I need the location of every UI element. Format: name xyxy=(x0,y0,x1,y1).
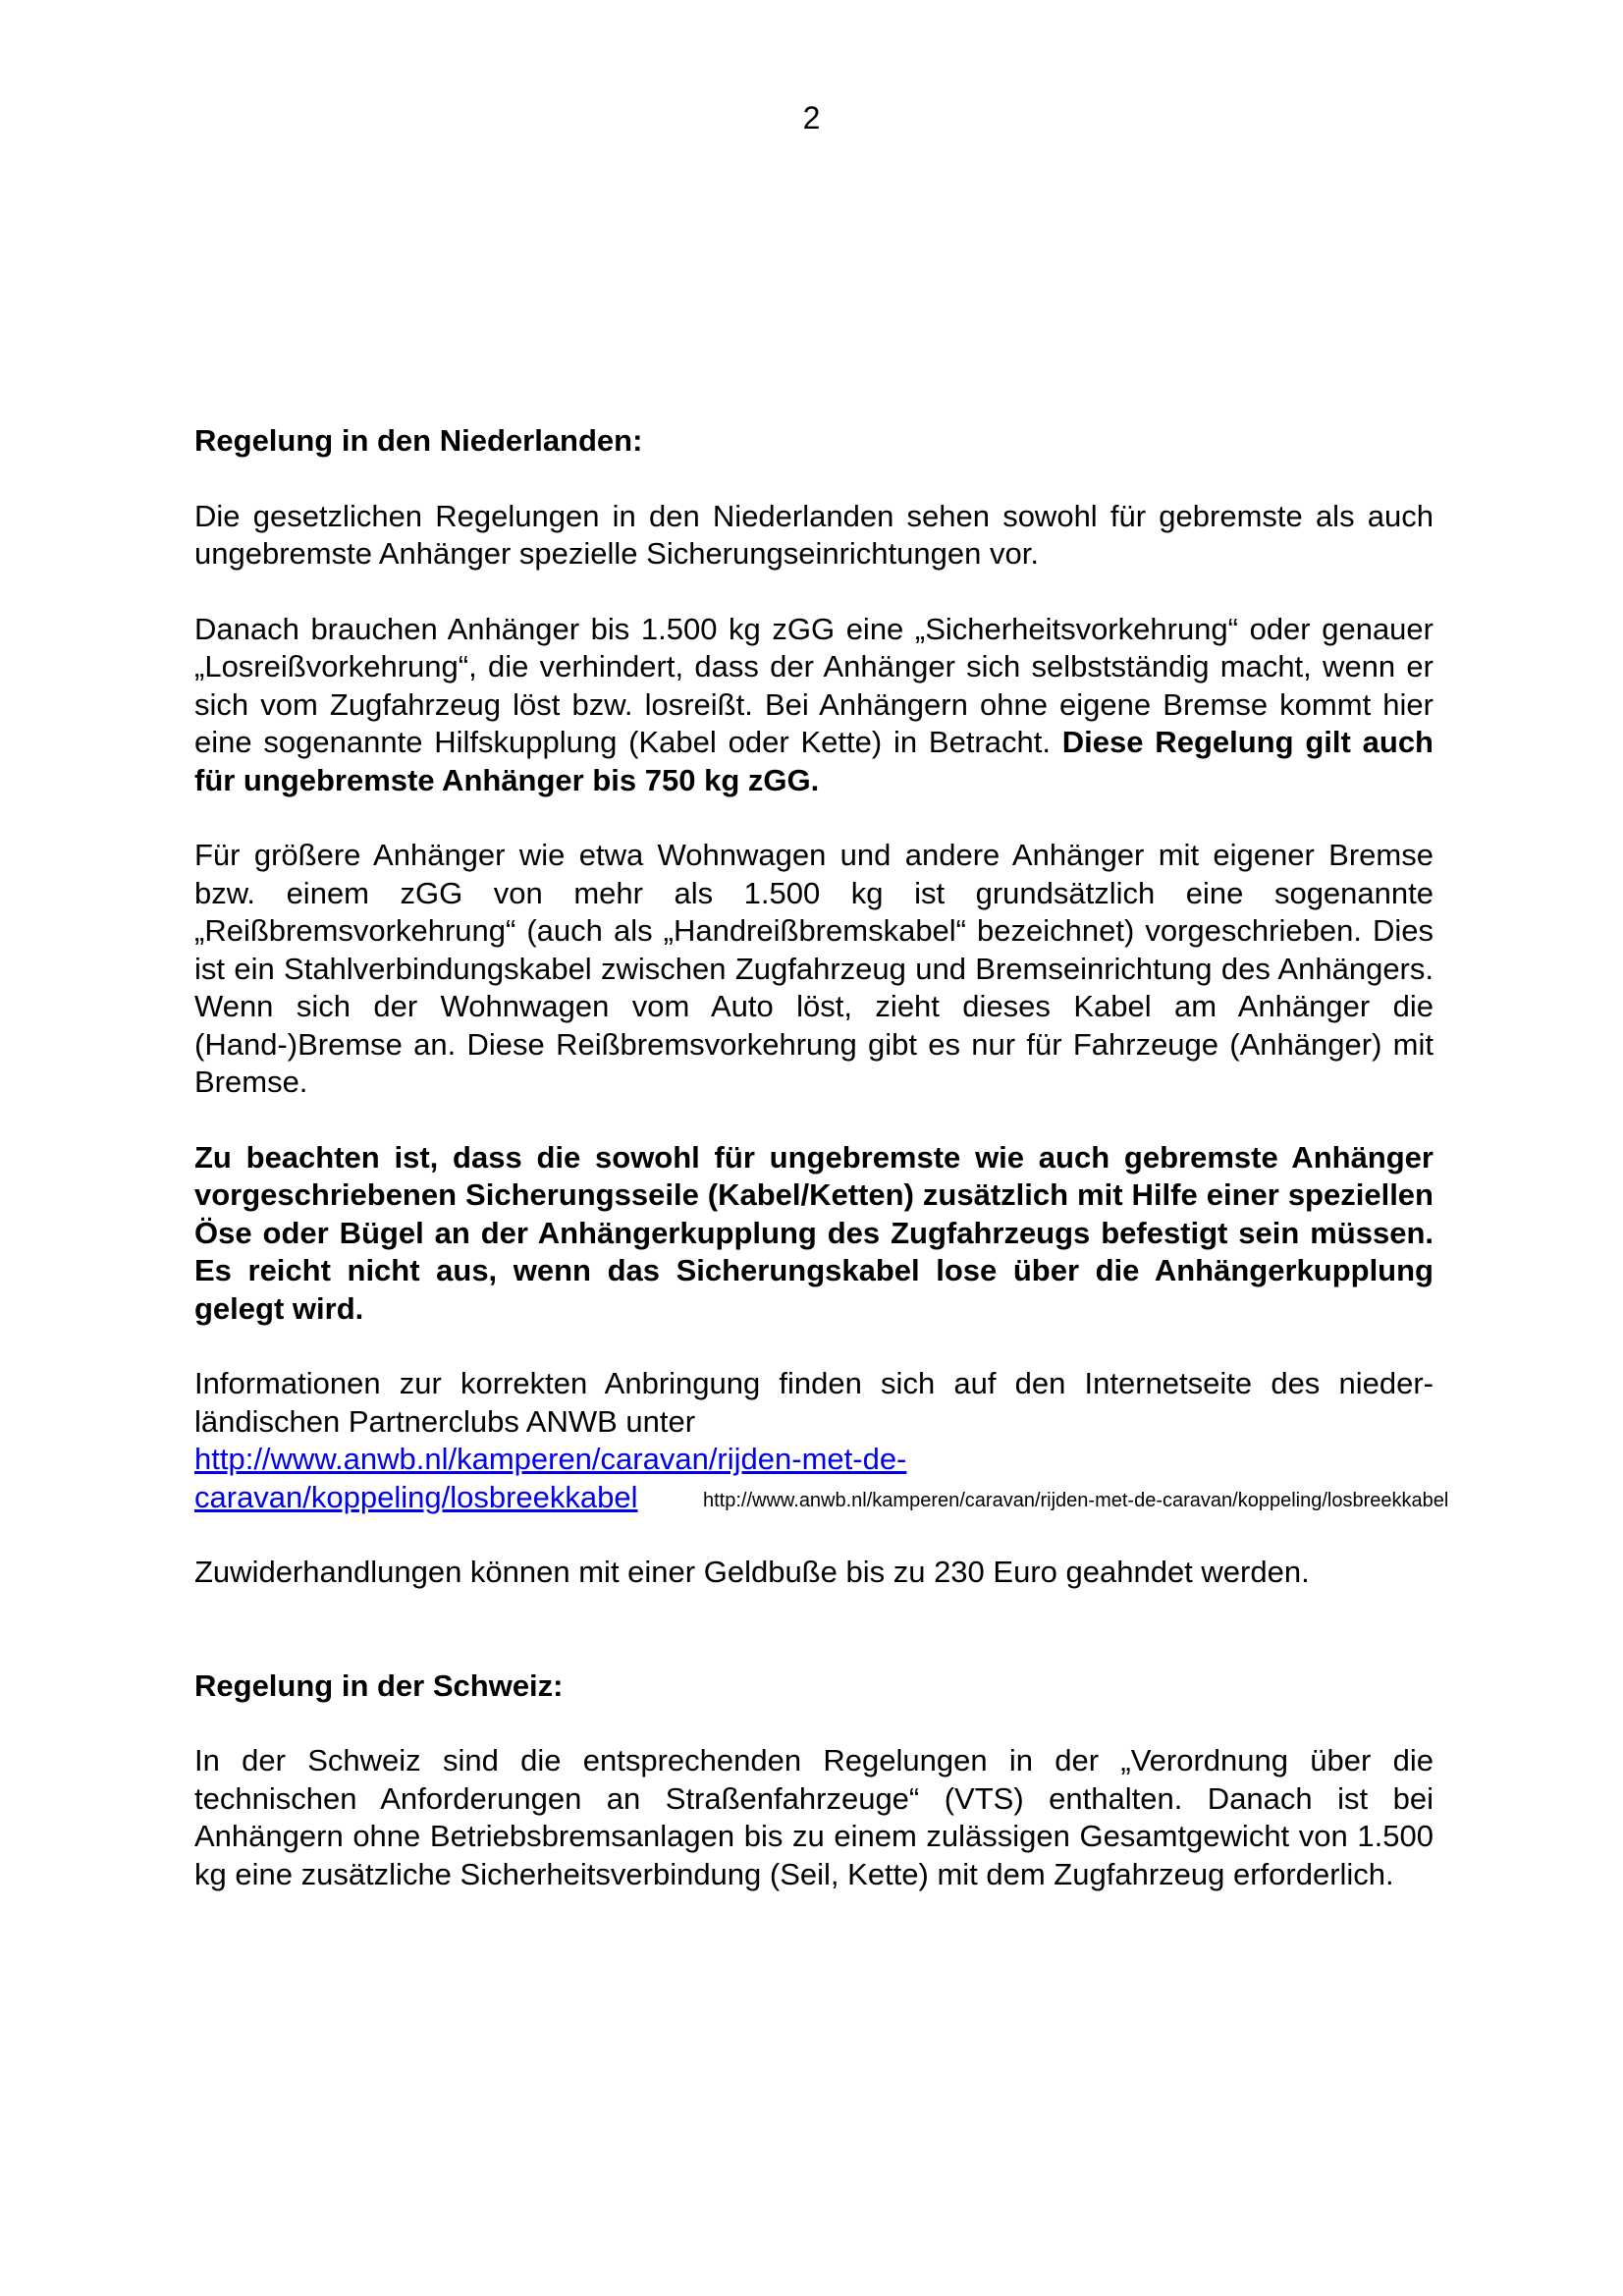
paragraph-nl-small-trailers xyxy=(194,611,1434,800)
section-heading-netherlands: Regelung in den Niederlanden: xyxy=(194,423,643,458)
anwb-link-line-1[interactable]: http://www.anwb.nl/kamperen/caravan/rijden-met-de- xyxy=(194,1442,907,1476)
anwb-link-block xyxy=(194,1441,1449,1516)
section-heading-switzerland: Regelung in der Schweiz: xyxy=(194,1667,564,1703)
paragraph-nl-small-trailers-text: Danach brauchen Anhänger bis 1.500 kg zGG eine „Sicherheitsvorkehrung“ oder genauer „Losreißvorkehrung“, die verhindert, dass der Anhänger sich selbstständig macht, wenn er sich vom Zugfahrzeug löst bzw. losreißt. Bei Anhängern ohne eigene Bremse kommt hier eine sogenannte Hilfskupplung (Kabel oder Kette) in Betracht. xyxy=(194,611,1434,759)
anwb-link-tooltip: http://www.anwb.nl/kamperen/caravan/rijden-met-de-caravan/koppeling/losbreekkabel xyxy=(703,1490,1449,1511)
paragraph-nl-attention: Zu beachten ist, dass die sowohl für ungebremste wie auch gebremste Anhänger vorgeschriebenen Sicherungsseile (Kabel/Ketten) zusätzlich mit Hilfe einer speziellen Öse oder Bügel an der Anhängerkupplung des Zugfahrzeugs befestigt sein müssen. Es reicht nicht aus, wenn das Sicherungskabel lose über die Anhängerkupplung gelegt wird. xyxy=(194,1139,1434,1326)
paragraph-nl-large-trailers: Für größere Anhänger wie etwa Wohnwagen und andere Anhänger mit eigener Bremse bzw. einem zGG von mehr als 1.500 kg ist grundsätzlich eine sogenannte „Reißbremsvorkehrung“ (auch als „Handreißbremskabel“ bezeichnet) vorgeschrieben. Dies ist ein Stahlverbindungskabel zwischen Zugfahrzeug und Bremseinrichtung des Anhängers. Wenn sich der Wohnwagen vom Auto löst, zieht dieses Kabel am Anhänger die (Hand-)Bremse an. Diese Reißbremsvorkehrung gibt es nur für Fahrzeuge (Anhänger) mit Bremse. xyxy=(194,838,1434,1099)
paragraph-nl-info: Informationen zur korrekten Anbringung finden sich auf den Internetseite des niederländischen Partnerclubs ANWB unter xyxy=(194,1366,1434,1439)
anwb-link-line-2[interactable]: caravan/koppeling/losbreekkabel xyxy=(194,1479,638,1514)
paragraph-nl-intro: Die gesetzlichen Regelungen in den Niederlanden sehen sowohl für gebremste als auch ungebremste Anhänger spezielle Sicherungseinrichtungen vor. xyxy=(194,498,1434,571)
paragraph-ch-intro: In der Schweiz sind die entsprechenden Regelungen in der „Verordnung über die technischen Anforderungen an Straßenfahrzeuge“ (VTS) enthalten. Danach ist bei Anhängern ohne Betriebsbremsanlagen bis zu einem zulässigen Gesamtgewicht von 1.500 kg eine zusätzliche Sicherheitsverbindung (Seil, Kette) mit dem Zugfahrzeug erforderlich. xyxy=(194,1743,1434,1891)
paragraph-nl-fine: Zuwiderhandlungen können mit einer Geldbuße bis zu 230 Euro geahndet werden. xyxy=(194,1555,1310,1589)
paragraph-nl-small-trailers-bold: Diese Regelung gilt auch für ungebremste Anhänger bis 750 kg zGG. xyxy=(194,725,1434,797)
document-body xyxy=(194,422,1449,1893)
page-number: 2 xyxy=(802,100,821,136)
